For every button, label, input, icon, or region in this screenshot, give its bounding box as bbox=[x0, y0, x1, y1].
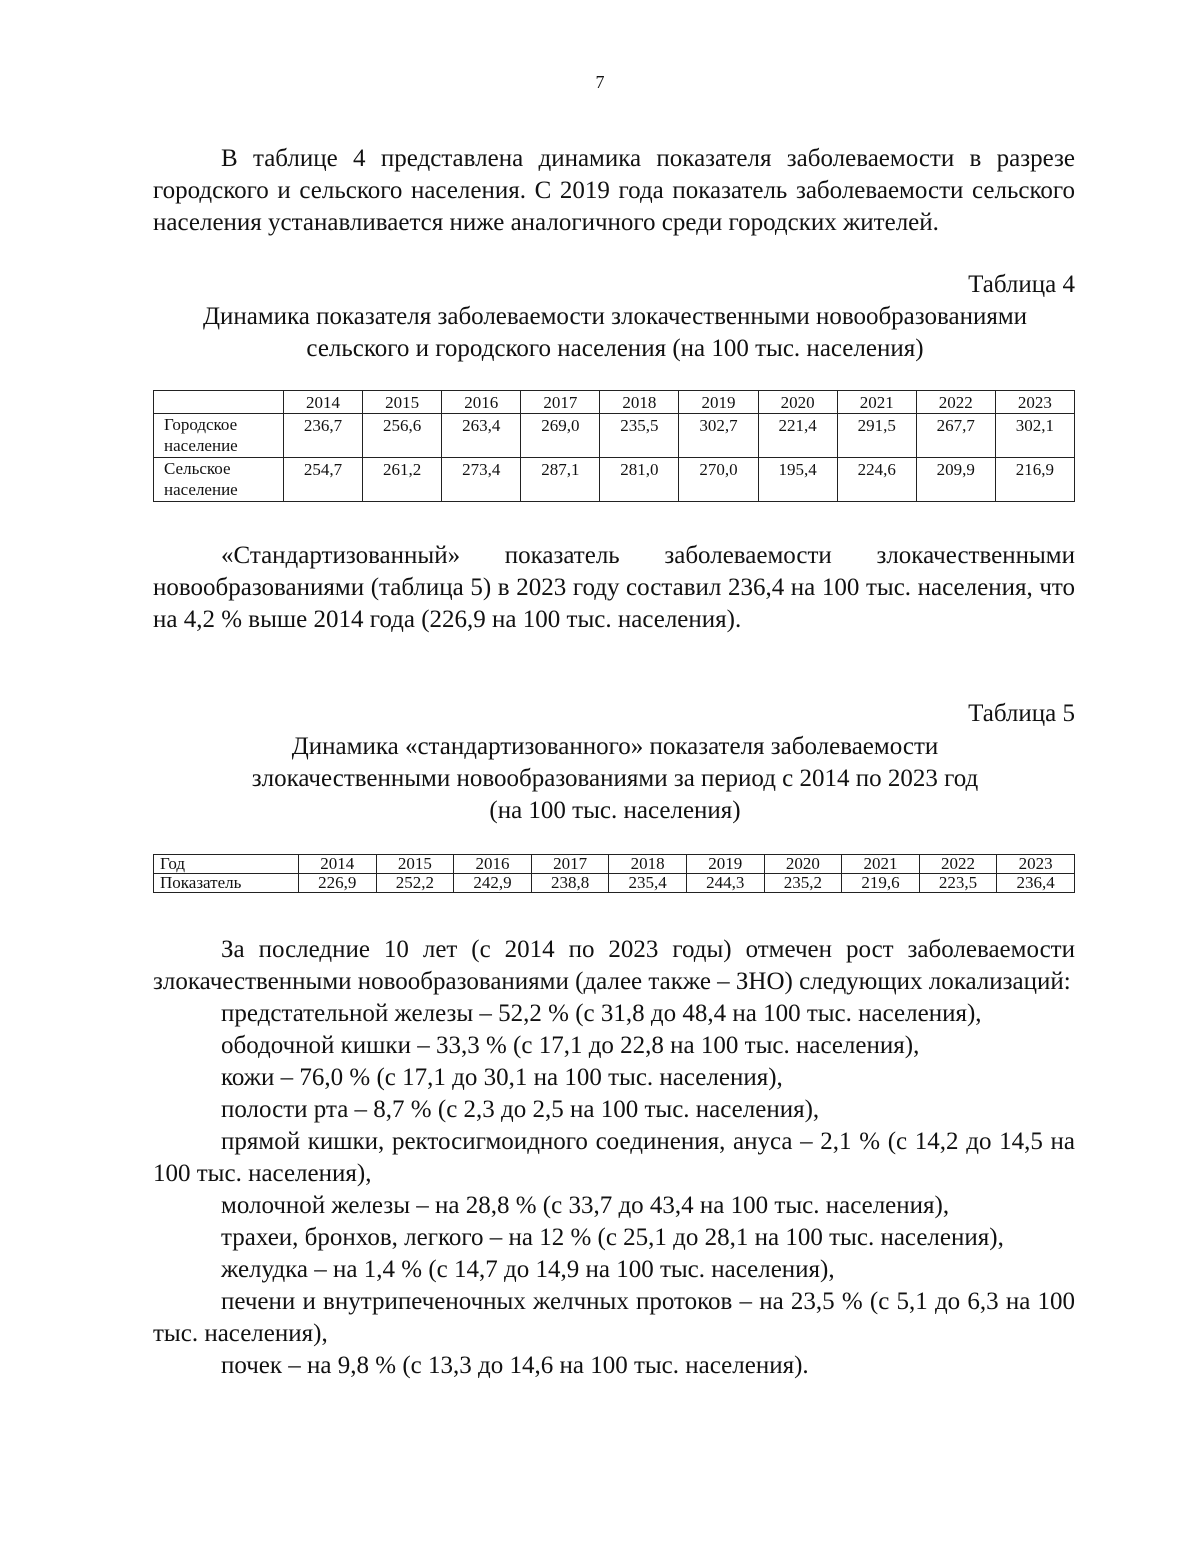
growth-list-item: кожи – 76,0 % (с 17,1 до 30,1 на 100 тыс. населения), bbox=[221, 1064, 783, 1091]
table5-year-cell: 2021 bbox=[842, 855, 920, 874]
table4-year-cell: 2021 bbox=[837, 391, 916, 414]
table5-year-cell: 2023 bbox=[997, 855, 1075, 874]
table4-value-cell: 263,4 bbox=[442, 414, 521, 458]
growth-list-item: предстательной железы – 52,2 % (с 31,8 до 48,4 на 100 тыс. населения), bbox=[221, 1000, 982, 1027]
growth-section bbox=[153, 934, 1075, 1382]
table4-header-row bbox=[154, 391, 1075, 414]
table4-value-cell: 261,2 bbox=[363, 458, 442, 502]
growth-list-item: почек – на 9,8 % (с 13,3 до 14,6 на 100 тыс. населения). bbox=[221, 1352, 809, 1379]
standardized-paragraph: «Стандартизованный» показатель заболеваемости злокачественными новообразованиями (таблица 5) в 2023 году составил 236,4 на 100 тыс. населения, что на 4,2 % выше 2014 года (226,9 на 100 тыс. населения). bbox=[153, 542, 1075, 633]
table4-value-cell: 273,4 bbox=[442, 458, 521, 502]
table4-row-label bbox=[154, 458, 284, 502]
growth-list-item: желудка – на 1,4 % (с 14,7 до 14,9 на 100 тыс. населения), bbox=[221, 1256, 835, 1283]
intro-paragraph-block bbox=[153, 143, 1075, 239]
table5-value-row bbox=[154, 874, 1075, 893]
table5-year-cell: 2022 bbox=[919, 855, 997, 874]
table5-value-cell: 238,8 bbox=[531, 874, 609, 893]
table4-value-cell: 302,7 bbox=[679, 414, 758, 458]
row-label-line1: Городское bbox=[164, 415, 238, 434]
table5-value-cell: 244,3 bbox=[686, 874, 764, 893]
table5-label: Таблица 5 bbox=[968, 700, 1075, 727]
table5-header-row bbox=[154, 855, 1075, 874]
table4-value-cell: 256,6 bbox=[363, 414, 442, 458]
table4-year-cell: 2018 bbox=[600, 391, 679, 414]
table5-title-line3: (на 100 тыс. населения) bbox=[489, 797, 741, 824]
growth-list-item: полости рта – 8,7 % (с 2,3 до 2,5 на 100 тыс. населения), bbox=[221, 1096, 820, 1123]
table4-value-cell: 270,0 bbox=[679, 458, 758, 502]
table4-year-cell: 2014 bbox=[284, 391, 363, 414]
growth-list-item: печени и внутрипеченочных желчных протоков – на 23,5 % (с 5,1 до 6,3 на 100 тыс. населения), bbox=[153, 1288, 1075, 1347]
table4 bbox=[153, 390, 1075, 502]
table4-year-cell: 2016 bbox=[442, 391, 521, 414]
table5-title-line2: злокачественными новообразованиями за период с 2014 по 2023 год bbox=[251, 765, 979, 792]
growth-intro-paragraph: За последние 10 лет (с 2014 по 2023 годы) отмечен рост заболеваемости злокачественными новообразованиями (далее также – ЗНО) следующих локализаций: bbox=[153, 936, 1075, 995]
table5-header-label: Год bbox=[154, 855, 299, 874]
table5-value-cell: 235,4 bbox=[609, 874, 687, 893]
page-number: 7 bbox=[595, 72, 605, 92]
table4-year-cell: 2015 bbox=[363, 391, 442, 414]
table5-year-cell: 2015 bbox=[376, 855, 454, 874]
growth-list-item: прямой кишки, ректосигмоидного соединения, ануса – 2,1 % (с 14,2 до 14,5 на 100 тыс. населения), bbox=[153, 1128, 1075, 1187]
table5-year-cell: 2016 bbox=[454, 855, 532, 874]
table4-value-cell: 236,7 bbox=[284, 414, 363, 458]
table4-corner-cell bbox=[154, 391, 284, 414]
table4-value-cell: 221,4 bbox=[758, 414, 837, 458]
table4-title-line2: сельского и городского населения (на 100 тыс. населения) bbox=[306, 335, 924, 362]
table4-value-cell: 195,4 bbox=[758, 458, 837, 502]
table4-year-cell: 2020 bbox=[758, 391, 837, 414]
table5-year-cell: 2014 bbox=[299, 855, 377, 874]
intro-paragraph: В таблице 4 представлена динамика показателя заболеваемости в разрезе городского и сельского населения. С 2019 года показатель заболеваемости сельского населения устанавливается ниже аналогичного среди городских жителей. bbox=[153, 145, 1075, 236]
table5-title-line1: Динамика «стандартизованного» показателя заболеваемости bbox=[291, 733, 939, 760]
growth-list-item: ободочной кишки – 33,3 % (с 17,1 до 22,8 на 100 тыс. населения), bbox=[221, 1032, 920, 1059]
table5-value-cell: 226,9 bbox=[299, 874, 377, 893]
table5-year-cell: 2017 bbox=[531, 855, 609, 874]
row-label-line2: население bbox=[164, 480, 238, 499]
table4-value-cell: 224,6 bbox=[837, 458, 916, 502]
table5-value-cell: 242,9 bbox=[454, 874, 532, 893]
table4-title-line1: Динамика показателя заболеваемости злокачественными новообразованиями bbox=[202, 303, 1028, 330]
row-label-line1: Сельское bbox=[164, 459, 231, 478]
table5-value-cell: 219,6 bbox=[842, 874, 920, 893]
table5-year-cell: 2018 bbox=[609, 855, 687, 874]
table4-year-cell: 2022 bbox=[916, 391, 995, 414]
table4-value-cell: 209,9 bbox=[916, 458, 995, 502]
table4-year-cell: 2019 bbox=[679, 391, 758, 414]
growth-list-item: трахеи, бронхов, легкого – на 12 % (с 25,1 до 28,1 на 100 тыс. населения), bbox=[221, 1224, 1004, 1251]
table4-row-urban bbox=[154, 414, 1075, 458]
table4-value-cell: 267,7 bbox=[916, 414, 995, 458]
table5-value-cell: 223,5 bbox=[919, 874, 997, 893]
table4-value-cell: 281,0 bbox=[600, 458, 679, 502]
growth-list-item: молочной железы – на 28,8 % (с 33,7 до 43,4 на 100 тыс. населения), bbox=[221, 1192, 950, 1219]
table5-value-cell: 235,2 bbox=[764, 874, 842, 893]
table4-value-cell: 287,1 bbox=[521, 458, 600, 502]
table4-year-cell: 2017 bbox=[521, 391, 600, 414]
table4-value-cell: 302,1 bbox=[995, 414, 1074, 458]
table5-value-cell: 252,2 bbox=[376, 874, 454, 893]
table4-title bbox=[120, 301, 1110, 365]
row-label-line2: население bbox=[164, 436, 238, 455]
table4-value-cell: 254,7 bbox=[284, 458, 363, 502]
table5 bbox=[153, 854, 1075, 893]
table4-year-cell: 2023 bbox=[995, 391, 1074, 414]
table5-title bbox=[120, 731, 1110, 827]
table4-value-cell: 291,5 bbox=[837, 414, 916, 458]
table5-row-label: Показатель bbox=[154, 874, 299, 893]
table5-value-cell: 236,4 bbox=[997, 874, 1075, 893]
table4-value-cell: 269,0 bbox=[521, 414, 600, 458]
table4-row-label bbox=[154, 414, 284, 458]
table5-year-cell: 2019 bbox=[686, 855, 764, 874]
table5-year-cell: 2020 bbox=[764, 855, 842, 874]
table4-value-cell: 216,9 bbox=[995, 458, 1074, 502]
table4-value-cell: 235,5 bbox=[600, 414, 679, 458]
standardized-paragraph-block bbox=[153, 540, 1075, 636]
table4-label: Таблица 4 bbox=[968, 271, 1075, 298]
table4-row-rural bbox=[154, 458, 1075, 502]
